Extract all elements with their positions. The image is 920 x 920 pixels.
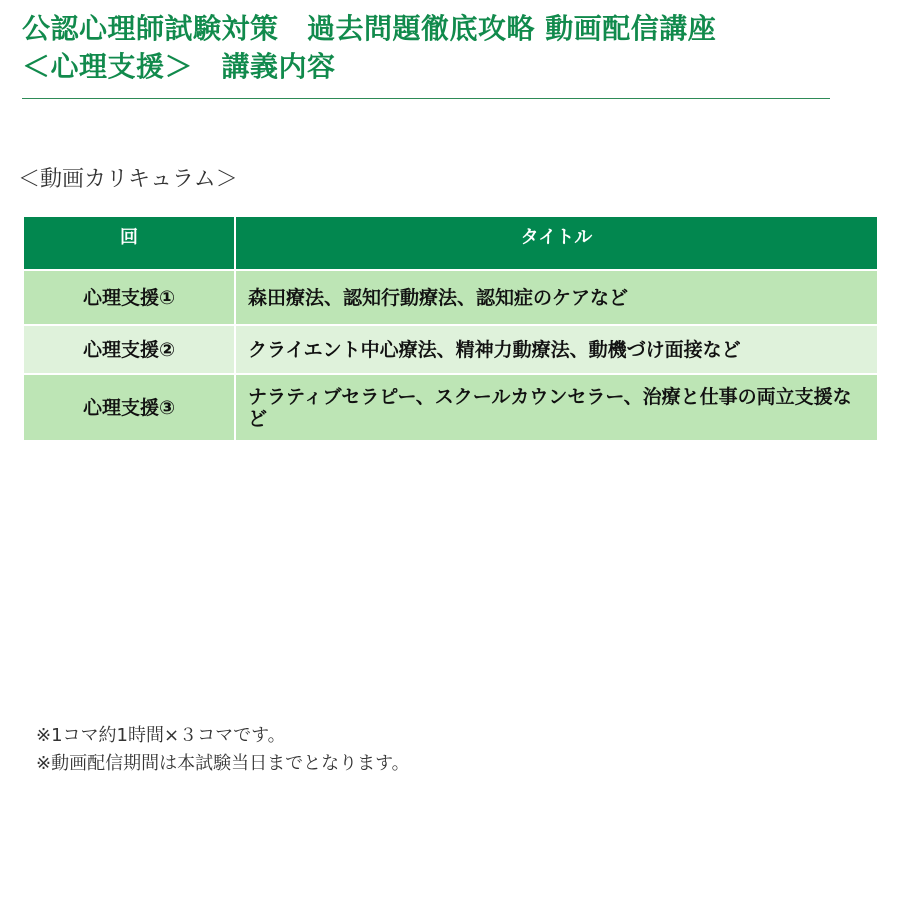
table-header-row — [23, 216, 878, 270]
notes — [36, 722, 410, 778]
title-cell: 森田療法、認知行動療法、認知症のケアなど — [235, 270, 878, 325]
page-title-line-1: 公認心理師試験対策 過去問題徹底攻略 動画配信講座 — [22, 12, 717, 45]
page-header — [22, 10, 830, 99]
title-cell: ナラティブセラピー、スクールカウンセラー、治療と仕事の両立支援など — [235, 374, 878, 441]
table-row — [23, 374, 878, 441]
page-title-line-2: ＜心理支援＞ 講義内容 — [22, 50, 336, 83]
session-cell: 心理支援③ — [23, 374, 235, 441]
section-heading-curriculum: ＜動画カリキュラム＞ — [18, 167, 238, 192]
column-header-session: 回 — [23, 216, 235, 270]
note-item: ※1コマ約1時間×３コマです。 — [36, 725, 286, 746]
table-row — [23, 325, 878, 374]
curriculum-table — [22, 215, 879, 442]
title-cell: クライエント中心療法、精神力動療法、動機づけ面接など — [235, 325, 878, 374]
column-header-title: タイトル — [235, 216, 878, 270]
table-row — [23, 270, 878, 325]
session-cell: 心理支援① — [23, 270, 235, 325]
session-cell: 心理支援② — [23, 325, 235, 374]
note-item: ※動画配信期間は本試験当日までとなります。 — [36, 753, 410, 774]
